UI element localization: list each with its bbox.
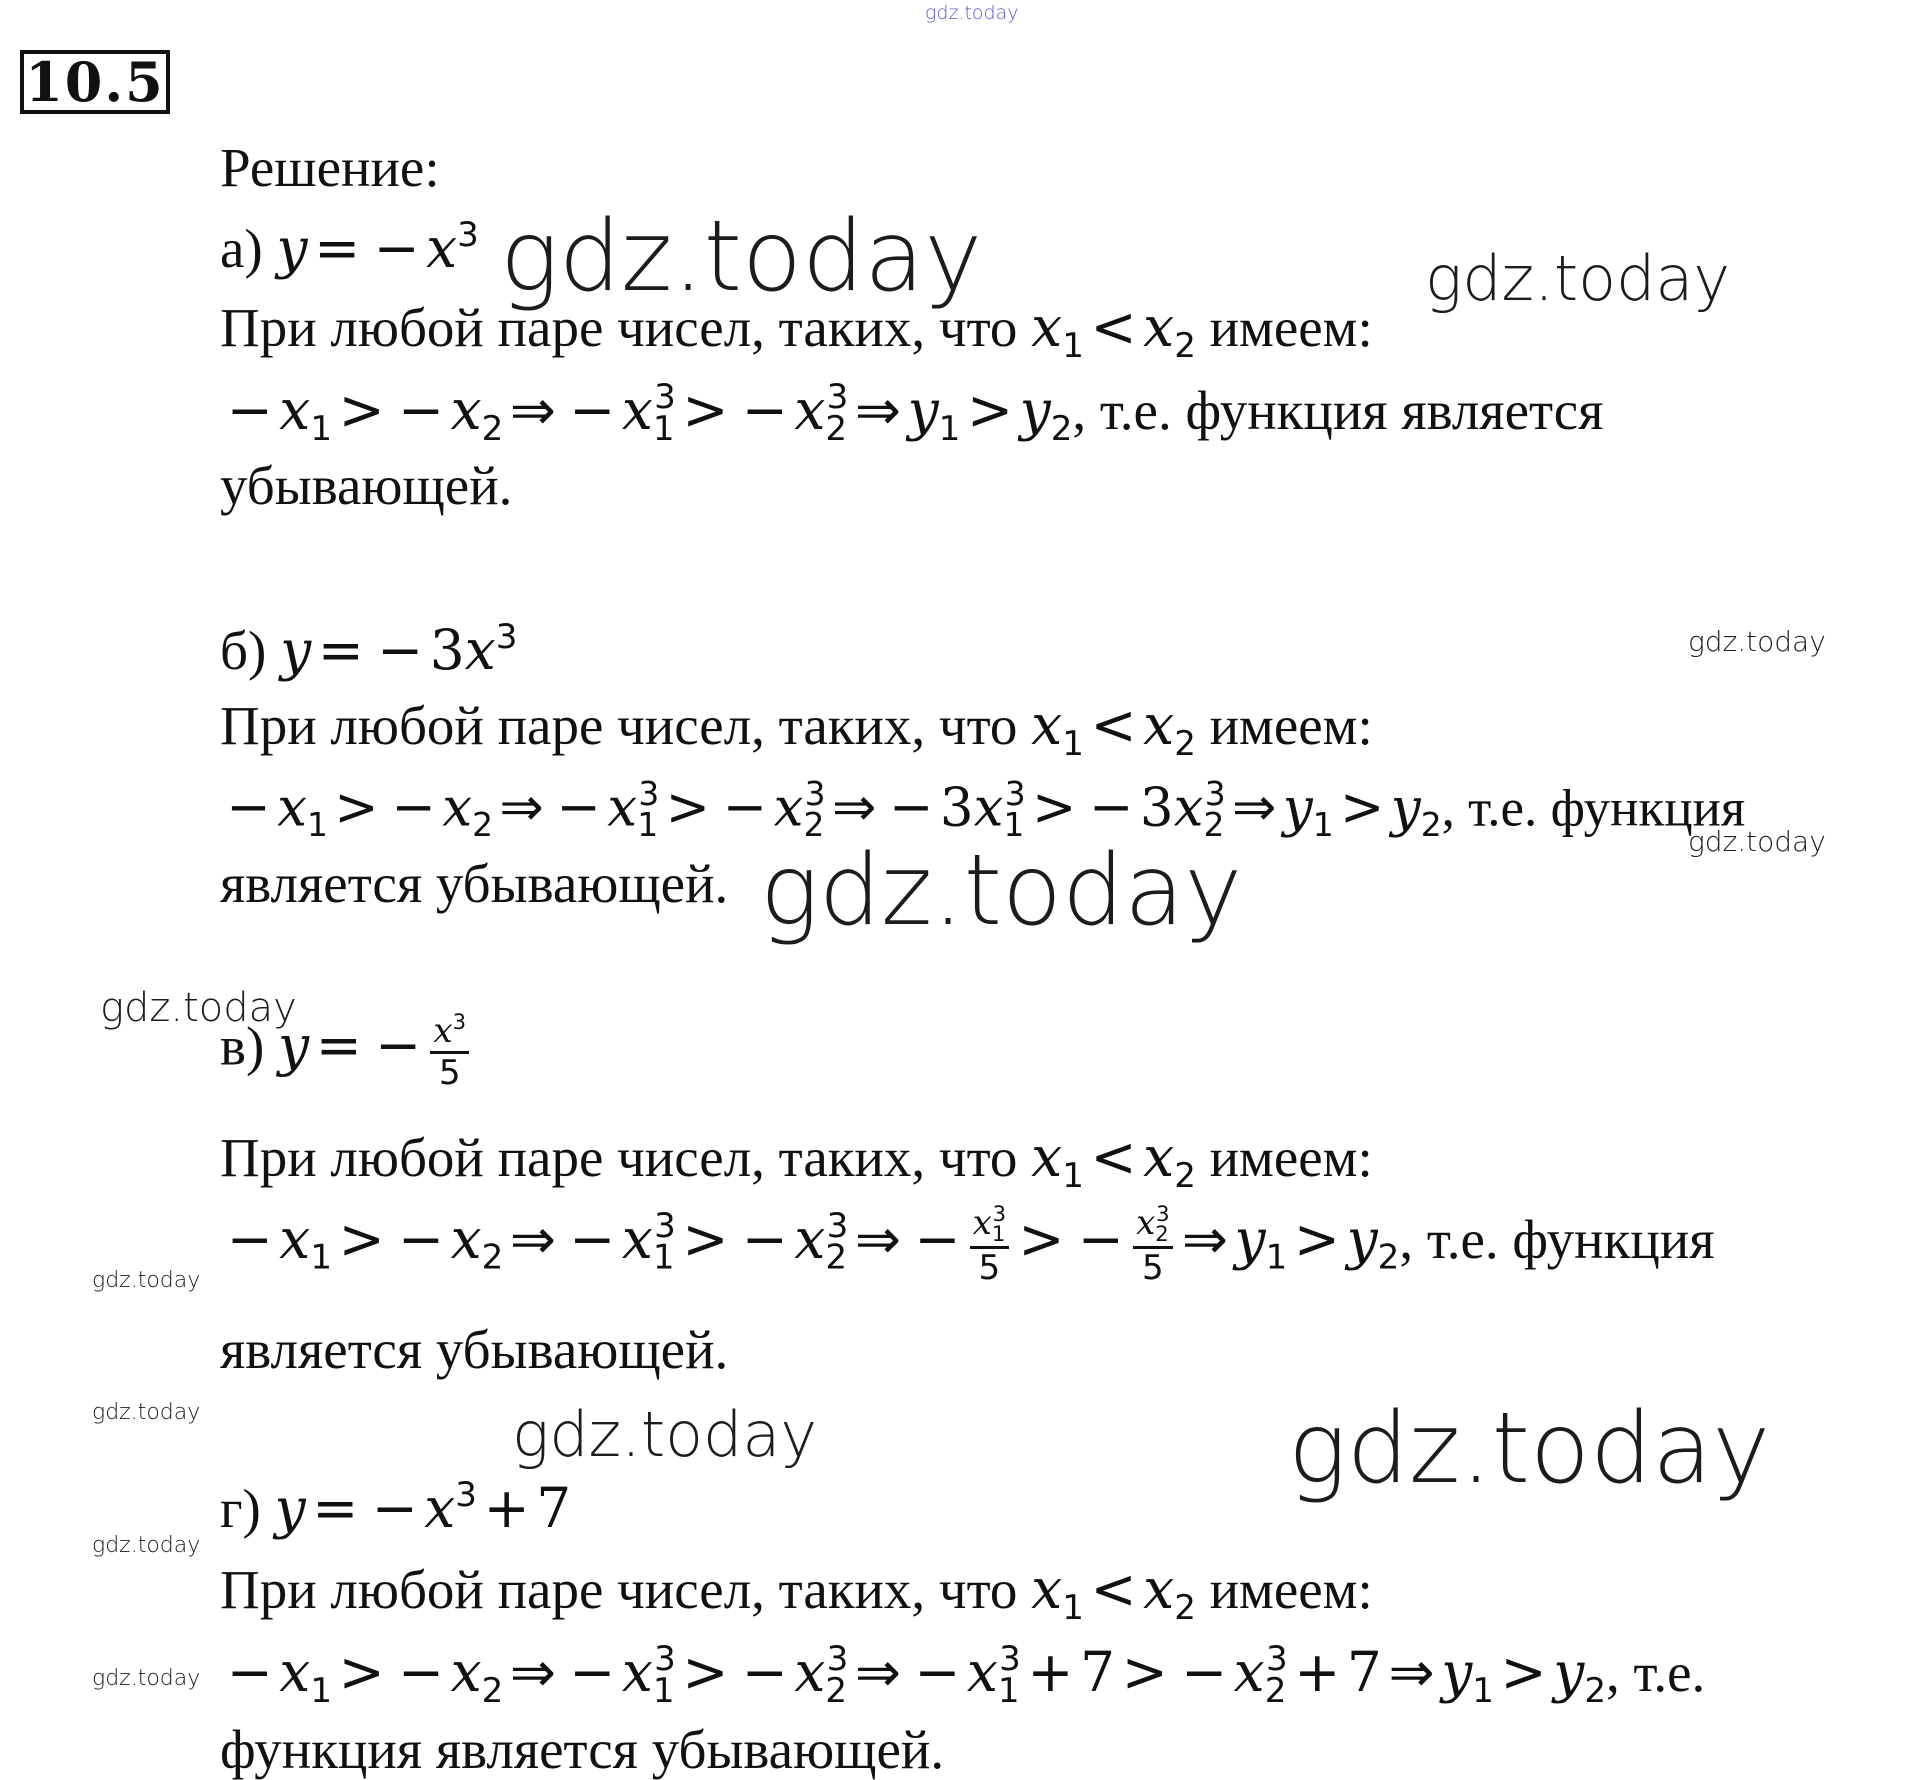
problem-number: 10.5 <box>20 50 170 114</box>
watermark: gdz.today <box>1425 242 1731 315</box>
part-a-derivation: − $x_1$ > − $x_2$ ⇒ − $x_1^3$ > − $x_2^3$ ⇒ $y_1 > y_2$, т.е. функция является <box>226 377 1604 450</box>
watermark: gdz.today <box>92 1533 201 1558</box>
part-v-formula: в) y = − $\frac{x^3}{5}$ <box>220 1010 472 1094</box>
solution-label: Решение: <box>220 137 440 198</box>
top-watermark: gdz.today <box>925 2 1019 24</box>
part-b-derivation: − $x_1$ > − $x_2$ ⇒ − $x_1^3$ > − $x_2^3$ ⇒ − $3x_1^3$ > − $3x_2^3$ ⇒ $y_1 > y_2$, т.е. функция <box>226 774 1746 844</box>
watermark: gdz.today <box>92 1268 201 1293</box>
part-a-formula: а) y = − $x^3$ <box>220 215 479 281</box>
watermark: gdz.today <box>512 1398 818 1471</box>
watermark: gdz.today <box>100 985 297 1031</box>
part-b-condition: При любой паре чисел, таких, что $x_1 < x_2$ имеем: <box>220 693 1373 764</box>
part-v-label: в) <box>220 1015 265 1077</box>
part-a-label: а) <box>220 218 263 280</box>
part-b-conclusion: является убывающей. <box>220 853 729 914</box>
watermark: gdz.today <box>92 1666 201 1691</box>
part-g-derivation: − $x_1$ > − $x_2$ ⇒ − $x_1^3$ > − $x_2^3$ ⇒ − $x_1^3 + 7$ > − $x_2^3 + 7$ ⇒ $y_1 > y_2$, т.е. <box>226 1639 1706 1712</box>
part-v-conclusion: является убывающей. <box>220 1319 729 1380</box>
part-a-condition: При любой паре чисел, таких, что $x_1 < x_2$ имеем: <box>220 295 1373 366</box>
watermark: gdz.today <box>500 200 983 314</box>
part-g-label: г) <box>220 1478 261 1540</box>
watermark: gdz.today <box>1688 625 1826 658</box>
part-b-formula: б) y = − $3x^3$ <box>220 617 518 683</box>
watermark: gdz.today <box>1288 1392 1771 1506</box>
part-v-derivation: − $x_1$ > − $x_2$ ⇒ − $x_1^3$ > − $x_2^3$ ⇒ − $\frac{x_1^3}{5}$ > − $\frac{x_2^3}{5}$ ⇒ $y_1 > y_2$, т.е. функция <box>226 1201 1715 1289</box>
part-g-condition: При любой паре чисел, таких, что $x_1 < x_2$ имеем: <box>220 1557 1373 1628</box>
part-b-label: б) <box>220 620 267 682</box>
watermark: gdz.today <box>1688 825 1826 858</box>
watermark: gdz.today <box>92 1400 201 1425</box>
part-g-conclusion: функция является убывающей. <box>220 1719 945 1780</box>
watermark: gdz.today <box>760 834 1243 948</box>
part-a-conclusion: убывающей. <box>220 455 513 516</box>
part-g-formula: г) y = − $x^3 + 7$ <box>220 1475 572 1541</box>
part-v-condition: При любой паре чисел, таких, что $x_1 < x_2$ имеем: <box>220 1125 1373 1196</box>
